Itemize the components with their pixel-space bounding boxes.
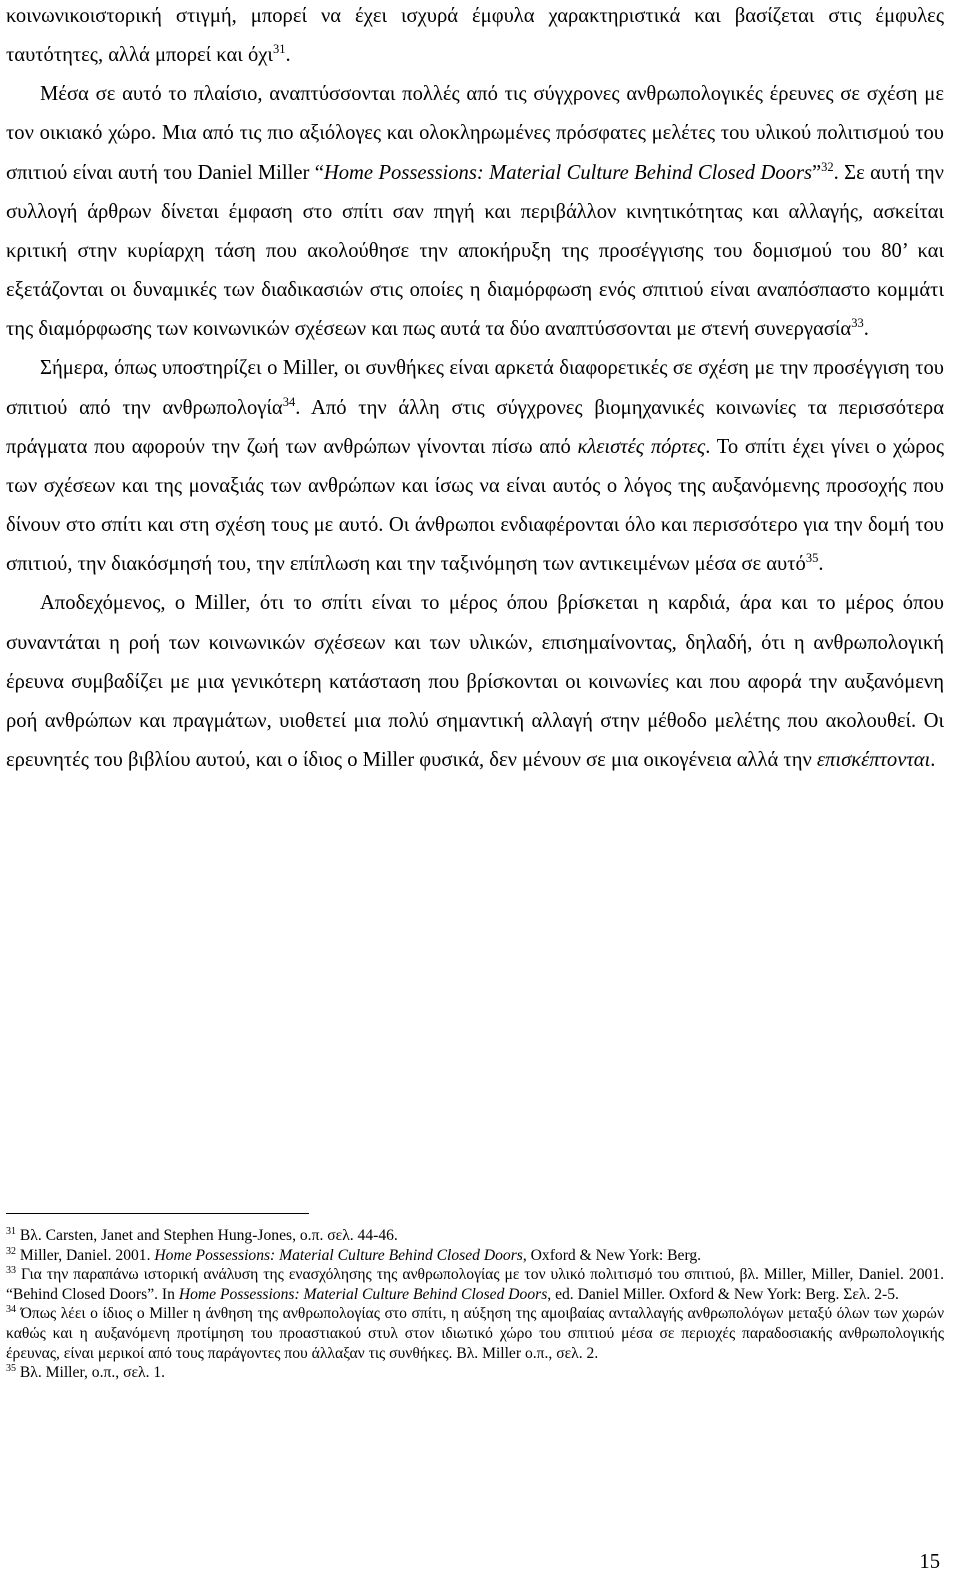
text-run: . — [818, 553, 824, 576]
text-run: κοινωνικοιστορική στιγμή, μπορεί να έχει ισχυρά έμφυλα χαρακτηριστικά και βασίζεται στις έμφυλες ταυτότητες, αλλά μπορεί και όχι — [6, 5, 944, 67]
italic-text: επισκέπτονται — [816, 748, 931, 771]
footnote-ref: 35 — [6, 1363, 16, 1375]
footnotes — [6, 1226, 944, 1383]
text-run: Αποδεχόμενος, ο Miller, ότι το σπίτι είναι το μέρος όπου βρίσκεται η καρδιά, άρα και το μέρος όπου συναντάται η ροή των κοινωνικών σχέσεων και των υλικών, επισημαίνοντας, δηλαδή, ότι η ανθρωπολογική έρευνα συμβαδίζει με μια γενικότερη κατάσταση που βρίσκονται οι κοινωνίες και που αφορά την αυξανόμενη ροή ανθρώπων και πραγμάτων, υιοθετεί μια πολύ σημαντική αλλαγή στην μέθοδο μελέτης που ακολουθεί. Οι ερευνητές του βιβλίου αυτού, και ο ίδιος ο Miller φυσικά, δεν μένουν σε μια οικογένεια αλλά την — [6, 592, 944, 771]
italic-text: κλειστές πόρτες — [577, 435, 706, 458]
text-run: Όπως λέει ο ίδιος ο Miller η άνθηση της ανθρωπολογίας στο σπίτι, η αύξηση της αμοιβαίας ανταλλαγής ανθρωπολόγων μεταξύ όλων των χωρών καθώς και η αυξανόμενη προτίμηση του προαστιακού στυλ στον ιδιωτικό χώρο του σπιτιού μέσα σε περιοχές παραδοσιακής ανθρωπολογικής έρευνας, είναι μερικοί από τους παράγοντες που άλλαξαν τις συνθήκες. Βλ. Miller ο.π., σελ. 2. — [6, 1305, 944, 1362]
text-run: . Σε αυτή την συλλογή άρθρων δίνεται έμφαση στο σπίτι σαν πηγή και περιβάλλον κινητικότητας και αλλαγής, ασκείται κριτική στην κυρίαρχη τάση που ακολούθησε την αποκήρυξη της προσέγγισης του δομισμού του 80’ και εξετάζονται οι δυναμικές των διαδικασιών στις οποίες η διαμόρφωση ενός σπιτιού είναι αναπόσπαστο κομμάτι της διαμόρφωσης των κοινωνικών σχέσεων και πως αυτά τα δύο αναπτύσσονται με στενή συνεργασία — [6, 161, 944, 341]
paragraph — [6, 75, 944, 349]
text-run: Σήμερα, όπως υποστηρίζει ο Miller, οι συνθήκες είναι αρκετά διαφορετικές σε σχέση με την προσέγγιση του σπιτιού από την ανθρωπολογία — [6, 357, 944, 419]
text-run: Βλ. Carsten, Janet and Stephen Hung-Jones, ο.π. σελ. 44-46. — [16, 1227, 398, 1244]
text-run: Βλ. Miller, ο.π., σελ. 1. — [16, 1364, 166, 1382]
footnote — [6, 1246, 944, 1266]
paragraph — [6, 0, 944, 75]
text-run: , ed. Daniel Miller. Oxford & New York: Berg. Σελ. 2-5. — [547, 1285, 899, 1303]
footnote-ref: 34 — [282, 394, 296, 409]
text-run: Μέσα σε αυτό το πλαίσιο, αναπτύσσονται πολλές από τις σύγχρονες ανθρωπολογικές έρευνες σε σχέση με τον οικιακό χώρο. Μια από τις πιο αξιόλογες και ολοκληρωμένες πρόσφατες μελέτες του υλικού πολιτισμού του σπιτιού είναι αυτή του Daniel Miller “ — [6, 83, 944, 184]
footnote — [6, 1265, 944, 1304]
footnote — [6, 1363, 944, 1383]
text-run: . — [285, 44, 291, 67]
text-run: . Από την άλλη στις σύγχρονες βιομηχανικές κοινωνίες τα περισσότερα πράγματα που αφορούν την ζωή των ανθρώπων γίνονται πίσω από — [6, 396, 944, 458]
text-run: . — [930, 748, 936, 771]
footnote-separator — [6, 1213, 309, 1214]
footnote-ref: 32 — [821, 159, 834, 174]
italic-text: Home Possessions: Material Culture Behind Closed Doors — [323, 161, 812, 184]
text-run: , Oxford & New York: Berg. — [522, 1246, 702, 1264]
paragraph — [6, 349, 944, 584]
italic-text: Home Possessions: Material Culture Behind Closed Doors — [178, 1285, 548, 1303]
footnote-ref: 32 — [6, 1245, 16, 1257]
text-run: . — [863, 318, 869, 341]
page-number: 15 — [919, 1551, 940, 1573]
footnote-ref: 33 — [851, 316, 864, 331]
footnote-ref: 33 — [6, 1265, 16, 1277]
text-run: . Το σπίτι έχει γίνει ο χώρος των σχέσεων και της μοναξιάς των ανθρώπων και ίσως να είναι αυτός ο λόγος της αυξανόμενης προσοχής που δίνουν στο σπίτι και στη σχέση τους με αυτό. Οι άνθρωποι ενδιαφέρονται όλο και περισσότερο για την δομή του σπιτιού, την διακόσμησή του, την επίπλωση και την ταξινόμηση των αντικειμένων μέσα σε αυτό — [6, 435, 944, 576]
italic-text: Home Possessions: Material Culture Behind Closed Doors — [154, 1246, 523, 1264]
footnote-ref: 31 — [272, 42, 286, 57]
text-run: ” — [811, 161, 822, 184]
footnote-ref: 34 — [6, 1304, 16, 1316]
text-run: Miller, Daniel. 2001. — [16, 1246, 155, 1264]
footnote — [6, 1304, 944, 1363]
footnote — [6, 1226, 944, 1246]
text-run: Για την παραπάνω ιστορική ανάλυση της ενασχόλησης της ανθρωπολογίας με τον υλικό πολιτισμό του σπιτιού, βλ. Miller, Miller, Daniel. 2001. “Behind Closed Doors”. In — [6, 1266, 944, 1303]
body-text — [6, 0, 944, 780]
footnote-ref: 35 — [805, 551, 819, 566]
footnote-ref: 31 — [6, 1226, 16, 1237]
paragraph — [6, 584, 944, 780]
